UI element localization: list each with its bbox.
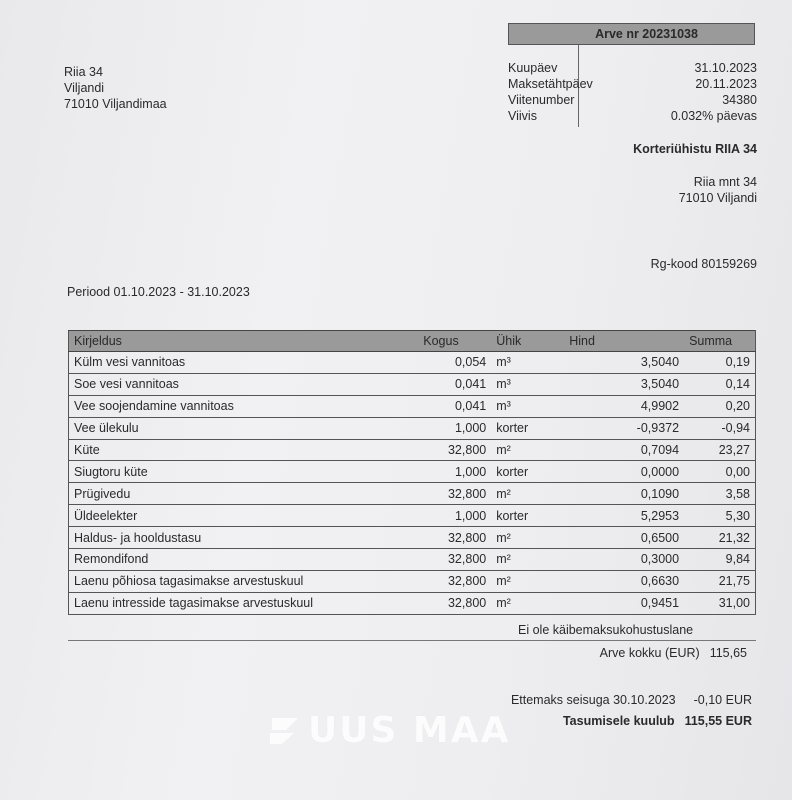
cell-qty: 0,041	[418, 395, 491, 417]
cell-unit: m²	[491, 483, 564, 505]
cell-sum: 0,00	[684, 461, 755, 483]
prepayment-amount: -0,10 EUR	[693, 693, 752, 707]
cell-desc: Külm vesi vannitoas	[69, 352, 419, 374]
cell-qty: 1,000	[418, 505, 491, 527]
cell-sum: 31,00	[684, 592, 755, 614]
cell-price: 4,9902	[564, 395, 684, 417]
meta-row	[508, 92, 757, 108]
invoice-title: Arve nr 20231038	[508, 23, 755, 45]
table-row	[69, 527, 756, 549]
meta-label: Maksetähtpäev	[508, 77, 593, 91]
header-unit: Ühik	[491, 331, 564, 352]
cell-price: -0,9372	[564, 417, 684, 439]
meta-value: 34380	[722, 93, 757, 107]
table-row	[69, 395, 756, 417]
cell-desc: Küte	[69, 439, 419, 461]
amount-due-label: Tasumisele kuulub	[562, 714, 675, 728]
table-header-row	[69, 331, 756, 352]
cell-price: 5,2953	[564, 505, 684, 527]
cell-desc: Soe vesi vannitoas	[69, 373, 419, 395]
cell-desc: Siugtoru küte	[69, 461, 419, 483]
cell-price: 0,1090	[564, 483, 684, 505]
cell-unit: m²	[491, 592, 564, 614]
cell-price: 0,6500	[564, 527, 684, 549]
cell-unit: m²	[491, 527, 564, 549]
cell-price: 3,5040	[564, 373, 684, 395]
cell-unit: m³	[491, 373, 564, 395]
cell-qty: 32,800	[418, 483, 491, 505]
table-row	[69, 352, 756, 374]
cell-unit: korter	[491, 461, 564, 483]
customer-address	[64, 64, 167, 112]
uus-maa-logo-icon	[268, 716, 300, 746]
customer-address-line: Viljandi	[64, 81, 105, 95]
cell-sum: 5,30	[684, 505, 755, 527]
cell-unit: m³	[491, 395, 564, 417]
meta-value: 0.032% päevas	[670, 109, 757, 123]
table-row	[69, 417, 756, 439]
invoice-meta	[508, 60, 757, 124]
cell-sum: 21,75	[684, 570, 755, 592]
header-description: Kirjeldus	[69, 331, 419, 352]
issuer-address-line: Riia mnt 34	[693, 175, 757, 189]
prepayment-label: Ettemaks seisuga 30.10.2023	[510, 693, 676, 707]
cell-price: 3,5040	[564, 352, 684, 374]
meta-value: 20.11.2023	[695, 77, 757, 91]
table-row	[69, 549, 756, 571]
cell-qty: 32,800	[418, 570, 491, 592]
cell-unit: korter	[491, 505, 564, 527]
meta-label: Viitenumber	[508, 93, 575, 107]
prepayment	[511, 693, 752, 707]
issuer-reg-code: Rg-kood 80159269	[650, 257, 757, 271]
cell-price: 0,0000	[564, 461, 684, 483]
cell-unit: m²	[491, 549, 564, 571]
invoice-total	[600, 646, 747, 660]
table-row	[69, 439, 756, 461]
divider	[68, 640, 756, 641]
cell-sum: -0,94	[684, 417, 755, 439]
cell-desc: Laenu põhiosa tagasimakse arvestuskuul	[69, 570, 419, 592]
cell-desc: Prügivedu	[69, 483, 419, 505]
cell-unit: m²	[491, 439, 564, 461]
meta-label: Viivis	[508, 109, 537, 123]
customer-address-line: Riia 34	[64, 65, 103, 79]
cell-qty: 32,800	[418, 592, 491, 614]
meta-row	[508, 76, 757, 92]
vat-note: Ei ole käibemaksukohustuslane	[518, 623, 694, 637]
total-label: Arve kokku (EUR)	[599, 646, 700, 660]
table-row	[69, 570, 756, 592]
cell-qty: 1,000	[418, 461, 491, 483]
cell-unit: m³	[491, 352, 564, 374]
amount-due-value: 115,55 EUR	[684, 714, 752, 728]
total-amount: 115,65	[709, 646, 747, 660]
billing-period: Periood 01.10.2023 - 31.10.2023	[67, 285, 250, 299]
header-sum: Summa	[684, 331, 755, 352]
cell-qty: 32,800	[418, 439, 491, 461]
cell-desc: Vee ülekulu	[69, 417, 419, 439]
cell-qty: 0,041	[418, 373, 491, 395]
cell-desc: Üldeelekter	[69, 505, 419, 527]
table-row	[69, 373, 756, 395]
invoice-items-table	[68, 330, 756, 615]
cell-price: 0,3000	[564, 549, 684, 571]
customer-address-line: 71010 Viljandimaa	[64, 97, 167, 111]
meta-value: 31.10.2023	[694, 61, 757, 75]
meta-row	[508, 108, 757, 124]
header-price: Hind	[564, 331, 684, 352]
cell-desc: Vee soojendamine vannitoas	[69, 395, 419, 417]
issuer-name: Korteriühistu RIIA 34	[633, 142, 757, 156]
amount-due	[563, 714, 752, 728]
cell-sum: 0,20	[684, 395, 755, 417]
issuer-address-line: 71010 Viljandi	[678, 191, 757, 205]
header-quantity: Kogus	[418, 331, 491, 352]
cell-price: 0,9451	[564, 592, 684, 614]
table-row	[69, 505, 756, 527]
cell-desc: Remondifond	[69, 549, 419, 571]
meta-label: Kuupäev	[508, 61, 558, 75]
cell-sum: 3,58	[684, 483, 755, 505]
table-row	[69, 461, 756, 483]
cell-sum: 21,32	[684, 527, 755, 549]
cell-qty: 0,054	[418, 352, 491, 374]
cell-price: 0,6630	[564, 570, 684, 592]
meta-row	[508, 60, 757, 76]
table-row	[69, 592, 756, 614]
watermark	[268, 710, 510, 751]
watermark-text: UUS MAA	[308, 710, 511, 751]
cell-qty: 32,800	[418, 527, 491, 549]
cell-unit: korter	[491, 417, 564, 439]
table-row	[69, 483, 756, 505]
issuer-address	[679, 174, 757, 206]
cell-sum: 0,19	[684, 352, 755, 374]
cell-sum: 9,84	[684, 549, 755, 571]
cell-qty: 32,800	[418, 549, 491, 571]
cell-desc: Laenu intresside tagasimakse arvestuskuul	[69, 592, 419, 614]
cell-qty: 1,000	[418, 417, 491, 439]
cell-sum: 0,14	[684, 373, 755, 395]
cell-sum: 23,27	[684, 439, 755, 461]
cell-unit: m²	[491, 570, 564, 592]
table-body	[69, 352, 756, 615]
cell-desc: Haldus- ja hooldustasu	[69, 527, 419, 549]
cell-price: 0,7094	[564, 439, 684, 461]
